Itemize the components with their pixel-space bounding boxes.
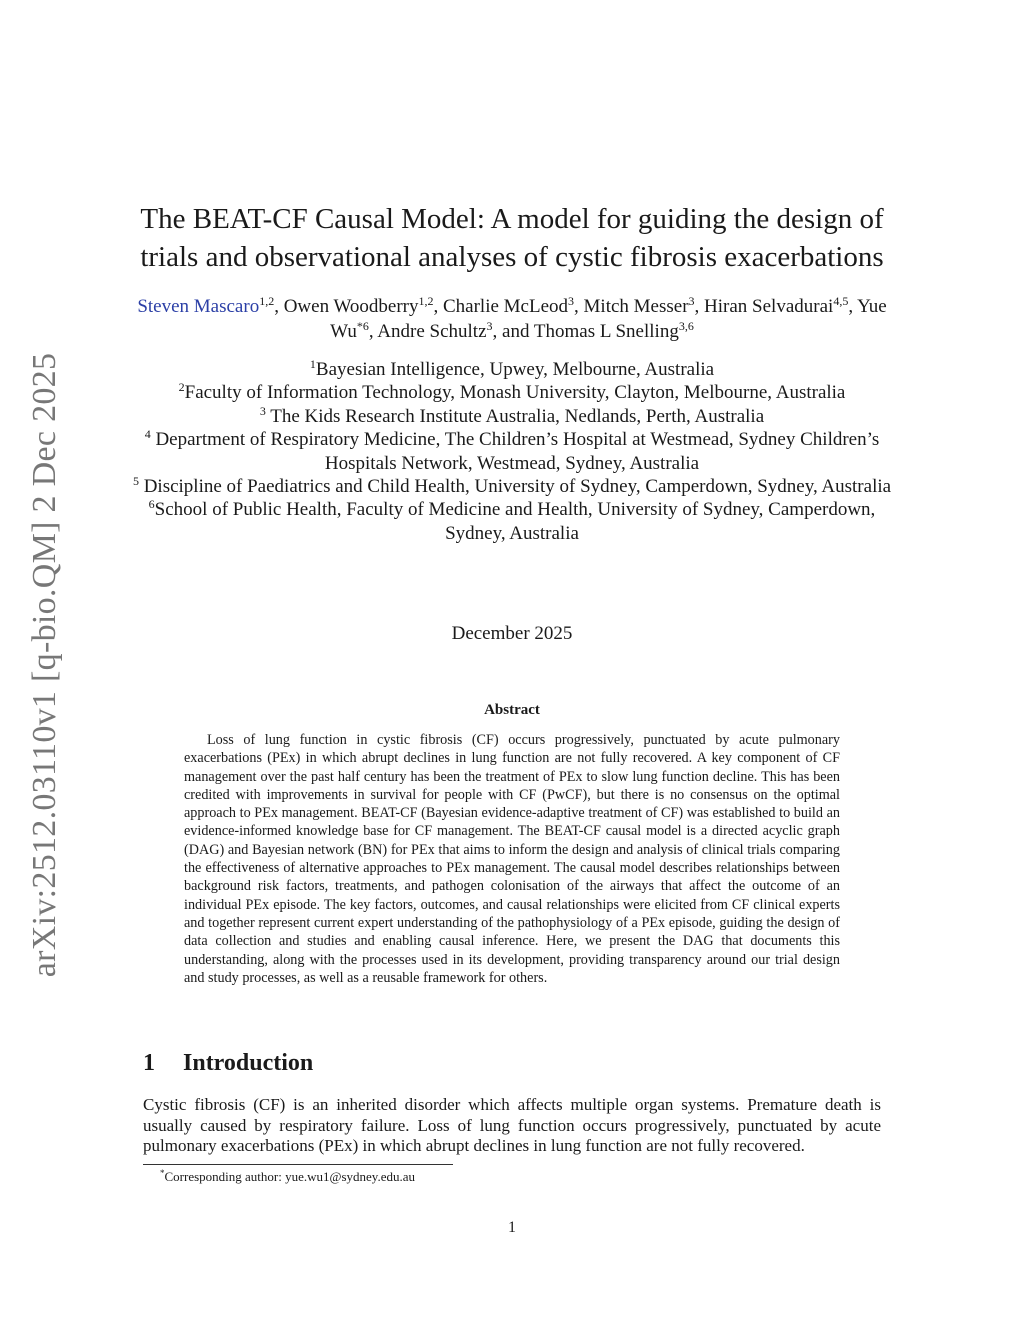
paper-title: The BEAT-CF Causal Model: A model for guiding the design of trials and observational analyses of cystic fibrosis exacerbations: [140, 203, 884, 273]
footnote-text: Corresponding author: yue.wu1@sydney.edu.au: [164, 1169, 415, 1184]
arxiv-sidebar-stamp: [0, 350, 90, 980]
abstract-body: Loss of lung function in cystic fibrosis (CF) occurs progressively, punctuated by acute pulmonary exacerbations (PEx) in which abrupt declines in lung function are not fully recovered. A key component of CF management over the past half century has been the treatment of PEx to slow lung function decline. This has been credited with improvements in survival for people with CF (PwCF), but there is no consensus on the optimal approach to PEx management. BEAT-CF (Bayesian evidence-adaptive treatment of CF) was established to build an evidence-informed knowledge base for CF management. The BEAT-CF causal model is a directed acyclic graph (DAG) and Bayesian network (BN) for PEx that aims to inform the design and analysis of clinical trials comparing the effectiveness of alternative approaches to PEx management. The causal model describes relationships between background risk factors, treatments, and pathogen colonisation of the airways that affect the outcome of an individual PEx episode. The key factors, outcomes, and causal relationships were elicited from CF clinical experts and together represent current expert understanding of the pathophysiology of a PEx episode, guiding the design of data collection and studies and enabling causal inference. Here, we present the DAG that documents this understanding, along with the processes used in its development, providing transparency around our trial design and study processes, as well as a reusable framework for others.: [184, 732, 840, 986]
author-link[interactable]: Steven Mascaro: [137, 296, 260, 317]
author-name: Andre Schultz: [377, 321, 487, 342]
footnote: [160, 1169, 415, 1185]
author-name: Hiran Selvadurai: [704, 296, 834, 317]
affiliation: $^4$ Department of Respiratory Medicine, The Children’s Hospital at Westmead, Sydney Children’s Hospitals Network, Westmead, Sydney, Australia: [144, 427, 880, 474]
abstract-heading: Abstract: [484, 702, 540, 718]
section-title: Introduction: [183, 1050, 314, 1076]
footnote-mark: *: [160, 1168, 165, 1178]
section-number: 1: [143, 1050, 155, 1076]
author-name: Yue Wu: [330, 296, 887, 342]
author-name: Mitch Messer: [583, 296, 689, 317]
footnote-rule: [143, 1164, 453, 1165]
affiliation: $^5$ Discipline of Paediatrics and Child Health, University of Sydney, Camperdown, Sydney, Australia: [132, 474, 892, 498]
affiliation: $^6$School of Public Health, Faculty of Medicine and Health, University of Sydney, Camperdown, Sydney, Australia: [148, 497, 876, 544]
affiliation: $^1$Bayesian Intelligence, Upwey, Melbourne, Australia: [309, 357, 715, 380]
affiliation: $^2$Faculty of Information Technology, Monash University, Clayton, Melbourne, Australia: [178, 380, 846, 404]
author-name: Charlie McLeod: [442, 296, 569, 317]
page-number: 1: [508, 1219, 516, 1236]
arxiv-identifier: arXiv:2512.03110v1 [q-bio.QM] 2 Dec 2025: [26, 352, 63, 978]
intro-paragraph: Cystic fibrosis (CF) is an inherited disorder which affects multiple organ systems. Premature death is usually caused by respiratory failure. Loss of lung function occurs progressively, punctuated by acute pulmonary exacerbations (PEx) in which abrupt declines in lung function are not fully recovered.: [143, 1095, 881, 1155]
author-list: Steven Mascaro$^{1,2}$, Owen Woodberry$^{1,2}$, Charlie McLeod$^3$, Mitch Messer$^3$, Hiran Selvadurai$^{4,5}$, Yue Wu$^{*6}$, Andre Schultz$^3$, and Thomas L Snelling$^{3,6}$: [137, 294, 887, 342]
author-name: Thomas L Snelling: [533, 321, 679, 342]
affiliations: [130, 358, 894, 545]
affiliation: $^3$ The Kids Research Institute Australia, Nedlands, Perth, Australia: [259, 403, 765, 427]
publication-date: December 2025: [451, 623, 573, 644]
author-name: Owen Woodberry: [283, 296, 419, 317]
section-heading: [143, 1050, 313, 1077]
